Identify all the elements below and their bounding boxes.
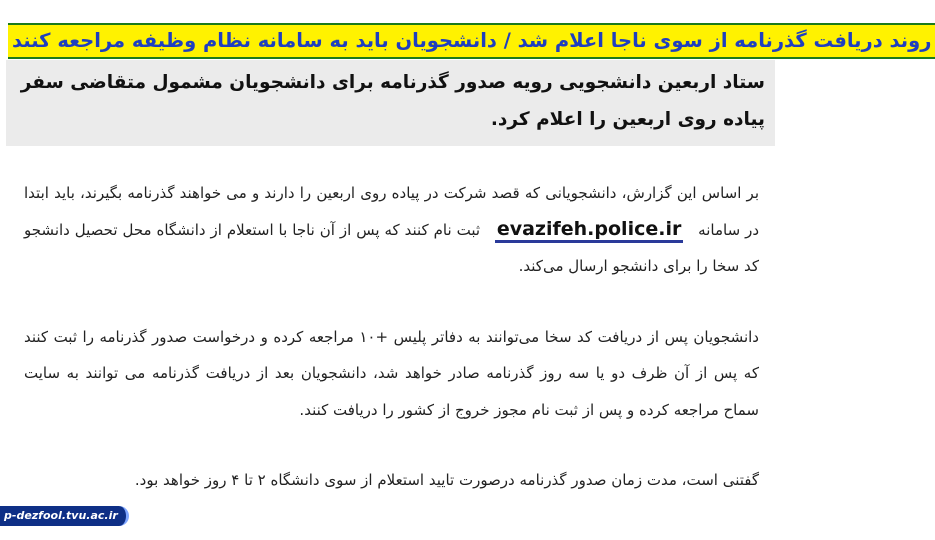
site-address: evazifeh.police.ir (495, 218, 684, 243)
subheading: ستاد اربعین دانشجویی رویه صدور گذرنامه برای دانشجویان مشمول متقاضی سفر پیاده روی اربعین را اعلام کرد. (6, 60, 775, 146)
site-watermark: p-dezfool.tvu.ac.ir (0, 506, 129, 526)
paragraph-text: ثبت نام کنند که پس از آن ناجا با استعلام از دانشگاه محل تحصیل دانشجو کد سخا را برای دانشجو ارسال می‌کند. (24, 220, 759, 275)
paragraph-registration (24, 175, 759, 285)
paragraph-text: بر اساس این گزارش، دانشجویانی که قصد شرکت در پیاده روی اربعین را دارند و می خواهند گذرنامه بگیرند، باید ابتدا در سامانه (24, 184, 759, 239)
headline: روند دریافت گذرنامه از سوی ناجا اعلام شد / دانشجویان باید به سامانه نظام وظیفه مراجعه کنند (8, 23, 935, 59)
headline-container (8, 23, 932, 57)
paragraph-passport-issue: دانشجویان پس از دریافت کد سخا می‌توانند به دفاتر پلیس +۱۰ مراجعه کرده و درخواست صدور گذرنامه را ثبت کنند که پس از آن ظرف دو یا سه روز گذرنامه صادر خواهد شد، دانشجویان بعد از دریافت گذرنامه می توانند به سایت سماح مراجعه کرده و پس از ثبت نام مجوز خروج از کشور را دریافت کنند. (24, 327, 759, 419)
article-body (24, 175, 759, 499)
paragraph-duration: گفتنی است، مدت زمان صدور گذرنامه درصورت تایید استعلام از سوی دانشگاه ۲ تا ۴ روز خواهد بود. (134, 471, 759, 489)
